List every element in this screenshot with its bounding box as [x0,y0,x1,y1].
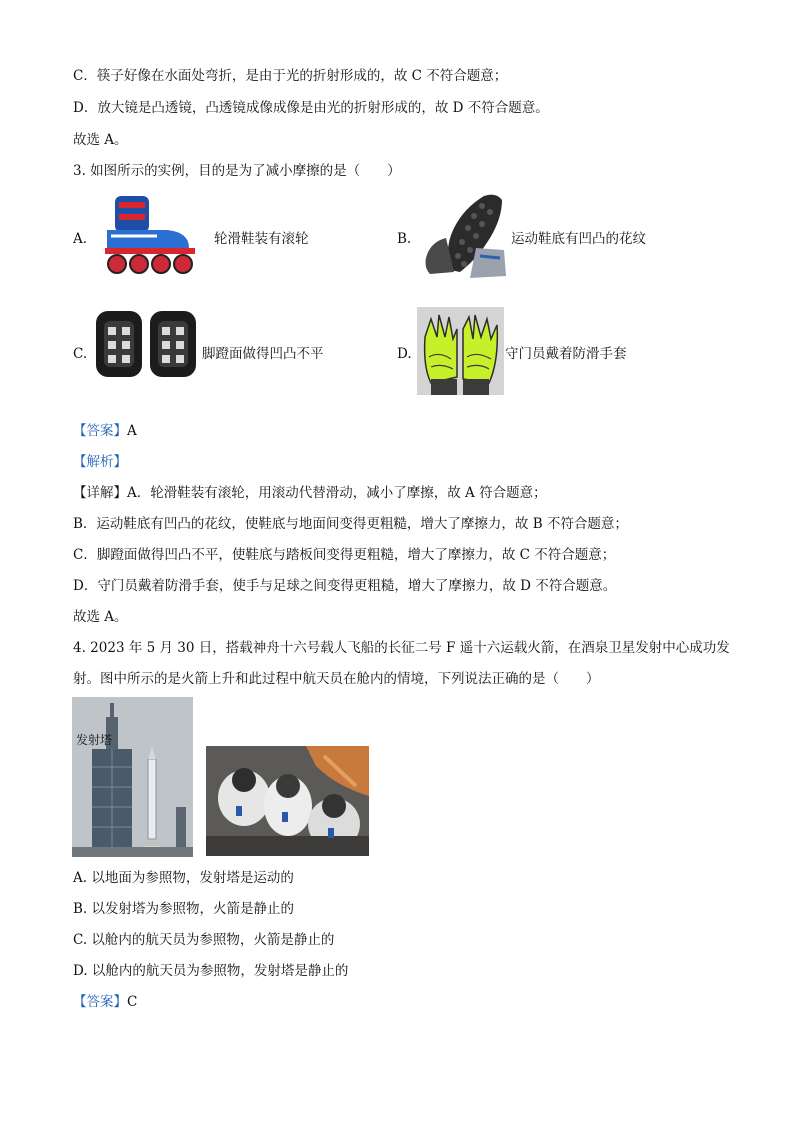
q4-option-d: D. 以舱内的航天员为参照物，发射塔是静止的 [73,963,349,979]
q3-option-d-letter: D. [397,346,412,362]
q4-answer-tag: 【答案】 [73,994,127,1010]
prev-line-d: D．放大镜是凸透镜，凸透镜成像成像是由光的折射形成的，故 D 不符合题意。 [73,100,549,116]
goalkeeper-glove-icon [417,307,504,395]
astronaut-cabin-photo [206,746,369,856]
q3-analysis-label: 【解析】 [73,454,127,470]
launch-tower-label: 发射塔 [76,733,113,747]
roller-skate-icon [97,190,203,280]
q4-option-c: C. 以舱内的航天员为参照物，火箭是静止的 [73,932,335,948]
q3-conclusion: 故选 A。 [73,609,128,625]
q3-detail-c: C．脚蹬面做得凹凸不平，使鞋底与踏板间变得更粗糙，增大了摩擦力，故 C 不符合题意； [73,547,616,563]
q3-option-b-caption: 运动鞋底有凹凸的花纹 [511,231,646,247]
q3-option-c-letter: C. [73,346,88,362]
q3-analysis-tag [73,453,127,471]
q3-answer-tag: 【答案】 [73,423,127,439]
q3-option-d-caption: 守门员戴着防滑手套 [505,346,627,362]
q3-option-a-letter: A. [73,231,88,247]
q4-stem-line2: 射。图中所示的是火箭上升和此过程中航天员在舱内的情境，下列说法正确的是（ ） [73,671,600,687]
prev-line-c: C．筷子好像在水面处弯折，是由于光的折射形成的，故 C 不符合题意； [73,68,508,84]
q3-detail-a: A．轮滑鞋装有滚轮，用滚动代替滑动，减小了摩擦，故 A 符合题意； [127,485,547,501]
q4-option-a: A. 以地面为参照物，发射塔是运动的 [73,870,294,886]
q3-option-a-caption: 轮滑鞋装有滚轮 [214,231,309,247]
q3-detail-d: D．守门员戴着防滑手套，使手与足球之间变得更粗糙，增大了摩擦力，故 D 不符合题意。 [73,578,617,594]
q3-answer [73,422,137,440]
q4-answer-value: C [127,994,138,1010]
q3-detail-b: B．运动鞋底有凹凸的花纹，使鞋底与地面间变得更粗糙，增大了摩擦力，故 B 不符合题意； [73,516,628,532]
q3-stem: 3. 如图所示的实例，目的是为了减小摩擦的是（ ） [73,163,401,179]
q3-option-b-letter: B. [397,231,412,247]
launch-tower-photo [72,697,193,857]
sneaker-sole-icon [420,188,510,280]
q3-detail-tag: 【详解】 [73,485,127,501]
q3-detail-line-a [73,484,547,502]
q3-option-c-caption: 脚蹬面做得凹凸不平 [202,346,324,362]
bike-pedal-icon [92,305,202,383]
q3-answer-value: A [127,423,137,439]
prev-conclusion: 故选 A。 [73,132,128,148]
q4-answer [73,993,137,1011]
q4-option-b: B. 以发射塔为参照物，火箭是静止的 [73,901,295,917]
q4-stem-line1: 4. 2023 年 5 月 30 日，搭载神舟十六号载人飞船的长征二号 F 遥十六运载火箭，在酒泉卫星发射中心成功发 [73,640,730,656]
